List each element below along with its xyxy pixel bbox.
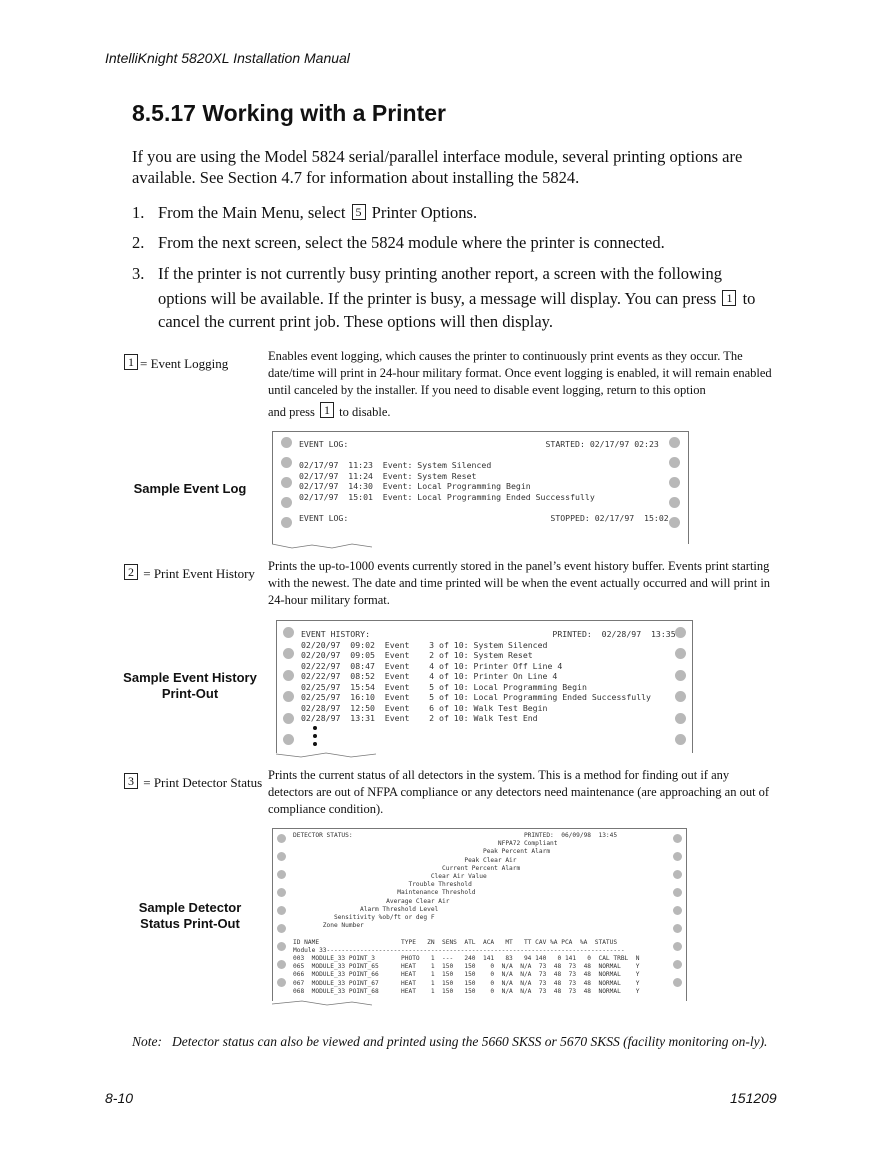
step-number: 2. [132,233,145,252]
page-number: 8-10 [105,1090,134,1106]
description-text: Enables event logging, which causes the printer to continuously print events as they occur. The date/time will print in 24-hour military format. Once event logging is enabled, it will remain enabled until canceled by the installer. If you need to disable event logging, return to this option [268,349,772,397]
option-description: Prints the up-to-1000 events currently stored in the panel’s event history buffer. Events print starting with the newest. The date and time printed will be when the event actually occurred and will print in 24-hour military format. [268,559,771,607]
step-text: If the printer is not currently busy printing another report, a screen with the following [158,264,723,283]
torn-edge [272,542,372,550]
step-text: cancel the current print job. These options will then display. [158,312,553,331]
option-print-detector-status [124,773,264,791]
step-text: Printer Options. [371,203,478,222]
note-text: Detector status can also be viewed and printed using the 5660 SKSS or 5670 SKSS (facility monitoring on-ly). [172,1034,768,1049]
step-text: options will be available. If the printer is busy, a message will display. You can press [158,289,717,308]
key-2-icon: 2 [124,564,138,580]
sample-detector-status [272,828,687,1001]
key-1-icon: 1 [124,354,138,370]
torn-edge [276,751,376,759]
printout-text: EVENT LOG: STARTED: 02/17/97 02:23 02/17/97 11:23 Event: System Silenced 02/17/97 11:24 Event: System Reset 02/17/97 14:30 Event: Local Programming Begin 02/17/97 15:01 Event: Local Programming Ended Successfully EVENT LOG: STOPPED: 02/17/97 15:02 [299,439,669,523]
step-number: 3. [132,264,145,283]
key-5-icon: 5 [352,204,366,220]
option-description: Prints the current status of all detectors in the system. This is a method for finding out if any detectors are out of NFPA compliance or any detectors need maintenance (are approaching an out of compliance condition). [268,768,770,816]
sample-event-log [272,431,689,544]
step-2 [132,231,792,254]
step-text: to [742,289,756,308]
step-3 [132,262,802,333]
key-1-icon: 1 [722,290,736,306]
sample-caption: Sample Detector Status Print-Out [138,900,242,931]
document-number: 151209 [730,1090,777,1106]
description-text: and press [268,405,315,419]
torn-edge [272,999,372,1007]
option-event-logging [124,354,228,372]
printout-text: EVENT HISTORY: PRINTED: 02/28/97 13:35 02/20/97 09:02 Event 3 of 10: System Silenced 02/20/97 09:05 Event 2 of 10: System Reset 02/22/97 08:47 Event 4 of 10: Printer Off Line 4 02/22/97 08:52 Event 4 of 10: Printer On Line 4 02/25/97 15:54 Event 5 of 10: Local Programming Begin 02/25/97 16:10 Event 5 of 10: Local Programming Ended Successfully 02/28/97 12:50 Event 6 of 10: Walk Test Begin 02/28/97 13:31 Event 2 of 10: Walk Test End [301,629,676,723]
option-label: = Event Logging [140,356,229,371]
option-label: = Print Event History [143,566,255,581]
note-label: Note: [132,1034,162,1049]
description-text: to disable. [339,405,391,419]
running-header: IntelliKnight 5820XL Installation Manual [105,50,350,66]
continuation-dots-icon [311,725,319,749]
step-1 [132,201,792,224]
option-description [268,348,773,421]
sample-event-history [276,620,693,753]
step-text: From the Main Menu, select [158,203,346,222]
sample-caption: Sample Event Log [133,481,247,496]
sample-caption: Sample Event History Print-Out [123,670,257,701]
intro-paragraph: If you are using the Model 5824 serial/parallel interface module, several printing options are available. See Section 4.7 for information about installing the 5824. [132,147,743,187]
key-1-icon: 1 [320,402,334,418]
section-title: 8.5.17 Working with a Printer [132,100,446,126]
option-label: = Print Detector Status [143,775,263,790]
step-number: 1. [132,203,145,222]
printout-text: DETECTOR STATUS: PRINTED: 06/09/98 13:45 NFPA72 Compliant Peak Percent Alarm Peak Clear Air Current Percent Alarm Clear Air Value Trouble Threshold Maintenance Threshold Average Clear Air Alarm Threshold Level Sensitivity %ob/ft or deg F Zone Number ID NAME TYPE ZN SENS ATL ACA MT TT CAV %A PCA %A STATUS Module 33-------------------------------------------------------------------------------- 003 MODULE_33 POINT_3 PHOTO 1 --- 240 141 83 94 140 0 141 0 CAL TRBL N 065 MODULE_33 POINT_65 HEAT 1 150 150 0 N/A N/A 73 48 73 48 NORMAL Y 066 MODULE_33 POINT_66 HEAT 1 150 150 0 N/A N/A 73 48 73 48 NORMAL Y 067 MODULE_33 POINT_67 HEAT 1 150 150 0 N/A N/A 73 48 73 48 NORMAL Y 068 MODULE_33 POINT_68 HEAT 1 150 150 0 N/A N/A 73 48 73 48 NORMAL Y [293,832,640,995]
option-print-event-history [124,564,255,582]
step-text: From the next screen, select the 5824 module where the printer is connected. [158,233,665,252]
key-3-icon: 3 [124,773,138,789]
